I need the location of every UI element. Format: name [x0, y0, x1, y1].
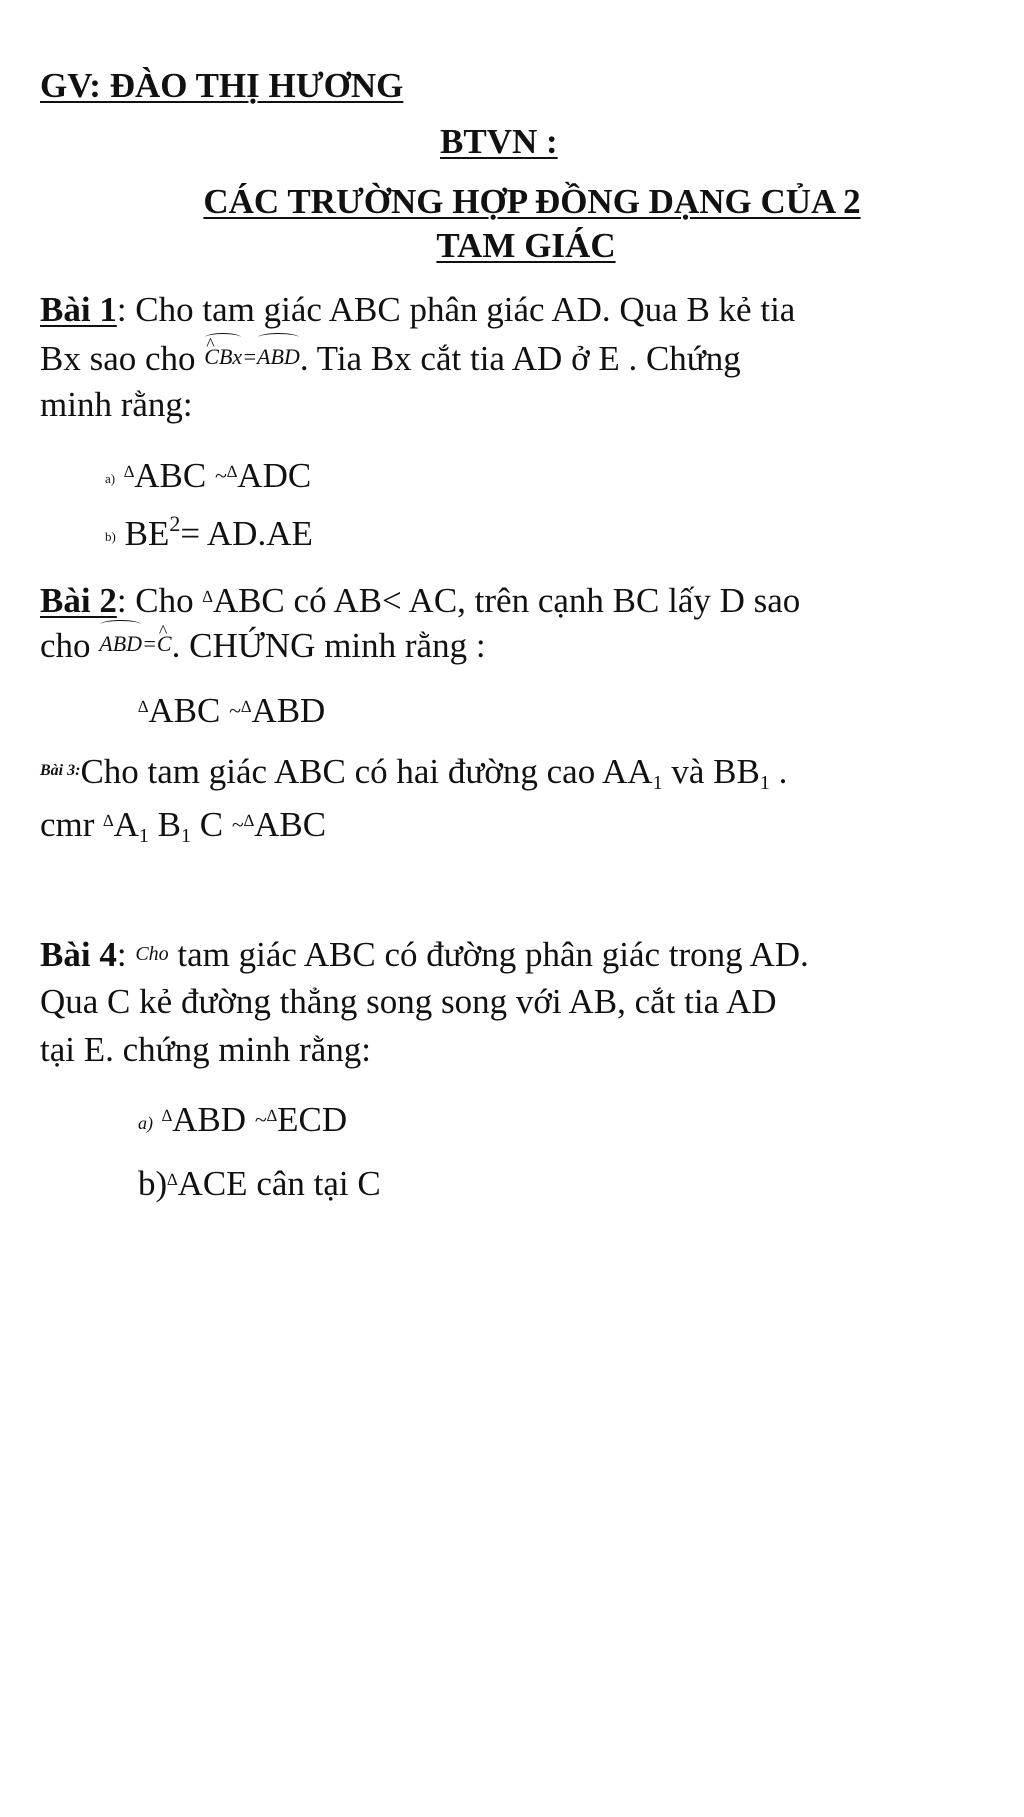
bai2-line1 [40, 577, 800, 621]
title-line-1: CÁC TRƯỜNG HỢP ĐỒNG DẠNG CỦA 2 [203, 182, 861, 221]
bai4-a-label: a) [138, 1112, 153, 1133]
bai2-line2 [40, 624, 486, 666]
bai1-line1 [40, 290, 795, 330]
angle-abd-2: ABD [99, 624, 142, 664]
bai2-label: Bài 2 [40, 581, 117, 620]
bai4-part-b [138, 1160, 381, 1204]
similar-symbol: ~ [254, 1107, 267, 1132]
bai4-b-label: b) [138, 1164, 168, 1203]
bai2-text1: : Cho [116, 581, 203, 620]
bai4-label: Bài 4 [40, 935, 117, 974]
bai1-b-label: b) [105, 528, 116, 544]
bai1-b-sup: 2 [169, 511, 181, 536]
bai3-line2-a: A [113, 805, 139, 844]
bai3-sub3: 1 [138, 825, 149, 847]
bai1-line3: minh rằng: [40, 385, 193, 424]
similar-symbol: ~ [231, 812, 244, 837]
triangle-symbol: ∆ [167, 1170, 178, 1189]
bai1-part-a [105, 452, 311, 499]
bai4-colon: : [116, 935, 136, 974]
bai1-line2-post: . Tia Bx cắt tia AD ở E . Chứng [299, 339, 741, 378]
bai1-part-b [105, 511, 313, 557]
bai2-eq: = [142, 631, 157, 656]
bai3-text1: Cho tam giác ABC có hai đường cao AA [80, 752, 653, 791]
angle-c: ^ C [157, 624, 172, 664]
bai1-a-label: a) [105, 470, 116, 486]
bai4-b-text: ACE cân tại C [177, 1164, 381, 1203]
bai3-line2-b: B [148, 805, 181, 844]
bai3-line2-pre: cmr [40, 805, 104, 844]
bai2-stmt2: ABD [251, 691, 326, 730]
bai4-part-a [138, 1096, 347, 1143]
bai4-text1: tam giác ABC có đường phân giác trong AD. [168, 935, 809, 974]
triangle-symbol: ∆ [123, 462, 135, 481]
triangle-symbol: ∆ [266, 1106, 278, 1125]
bai4-a-text2: ECD [277, 1100, 348, 1139]
btvn-heading: BTVN : [440, 122, 558, 161]
bai4-line3: tại E. chứng minh rằng: [40, 1030, 371, 1069]
bai4-a-text1: ABD [172, 1100, 255, 1139]
title-line-2: TAM GIÁC [436, 226, 616, 265]
bai1-label: Bài 1 [40, 290, 117, 329]
triangle-symbol: ∆ [103, 811, 114, 830]
similar-symbol: ~ [229, 698, 242, 723]
bai3-label: Bài 3: [40, 762, 81, 779]
bai1-b-post: = AD.AE [180, 514, 313, 553]
bai4-line2: Qua C kẻ đường thẳng song song với AB, cắt tia AD [40, 982, 777, 1021]
bai1-text1: : Cho tam giác ABC phân giác AD. Qua B kẻ tia [116, 290, 796, 329]
bai3-line2-c: C [190, 805, 232, 844]
triangle-symbol: ∆ [161, 1106, 173, 1125]
bai4-cho: Cho [135, 943, 169, 965]
similar-symbol: ~ [214, 463, 227, 488]
triangle-symbol: ∆ [138, 697, 149, 716]
bai3-sub2: 1 [759, 772, 770, 794]
bai1-eq: = [242, 344, 258, 369]
bai2-line2-post: . CHỨNG minh rằng : [171, 626, 486, 665]
bai3-text1-mid: và BB [662, 752, 760, 791]
triangle-symbol: ∆ [241, 697, 252, 716]
bai3-text1-end: . [769, 752, 788, 791]
bai1-line2 [40, 337, 741, 379]
bai3-line2-end: ABC [254, 805, 327, 844]
bai2-statement [138, 687, 325, 731]
angle-abd: ABD [257, 337, 300, 377]
bai2-stmt1: ABC [148, 691, 230, 730]
bai3-line1 [40, 751, 787, 792]
bai1-line2-pre: Bx sao cho [40, 339, 205, 378]
bai2-line2-pre: cho [40, 626, 100, 665]
triangle-symbol: ∆ [243, 811, 255, 830]
triangle-symbol: ∆ [202, 587, 213, 606]
bai1-a-text1: ABC [134, 456, 215, 495]
bai1-b-pre: BE [124, 514, 170, 553]
bai3-sub1: 1 [652, 772, 663, 794]
bai3-line2 [40, 801, 326, 845]
bai1-a-text2: ADC [237, 456, 312, 495]
triangle-symbol: ∆ [226, 462, 238, 481]
bai3-sub4: 1 [180, 825, 191, 847]
bai2-text1b: ABC có AB< AC, trên cạnh BC lấy D sao [212, 581, 801, 620]
bai4-line1 [40, 934, 809, 975]
angle-cbx: ^ CBx [204, 337, 242, 377]
teacher-name: GV: ĐÀO THỊ HƯƠNG [40, 66, 404, 105]
